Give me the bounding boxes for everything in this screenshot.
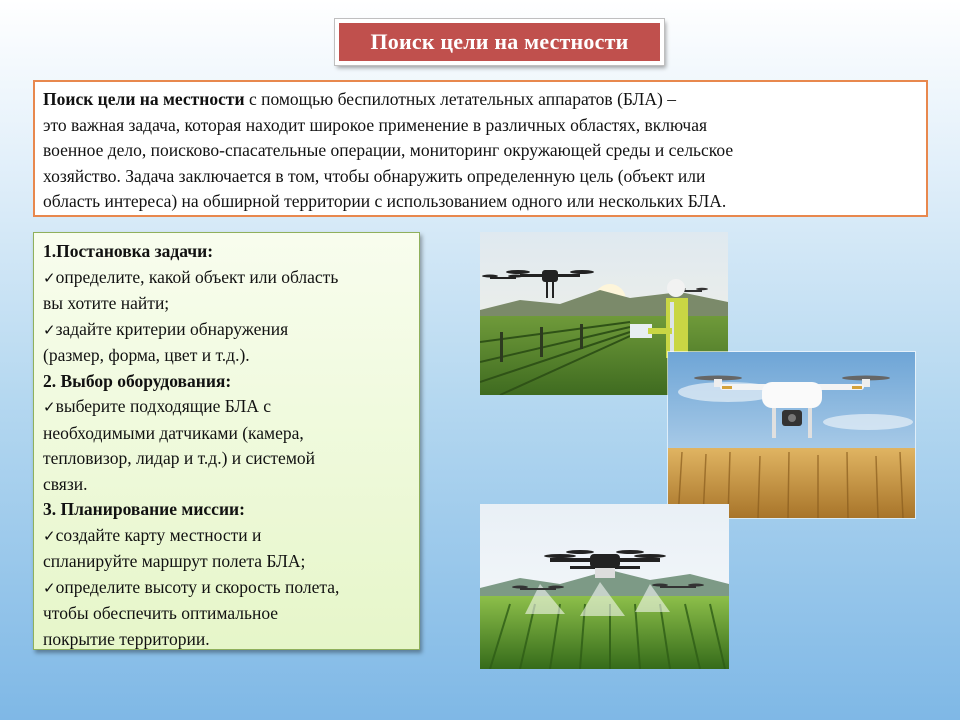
step-1-bullet-2-cont: (размер, форма, цвет и т.д.). <box>43 345 250 365</box>
check-icon: ✓ <box>43 578 56 597</box>
bullet-text: задайте критерии обнаружения <box>55 318 289 339</box>
photo-drones-corn-field <box>480 504 729 669</box>
step-2-title: 2. Выбор оборудования: <box>43 370 232 391</box>
intro-line-1-rest: с помощью беспилотных летательных аппаратов (БЛА) – <box>244 89 676 109</box>
intro-line-1 <box>43 87 918 113</box>
step-1-bullet-1-cont: вы хотите найти; <box>43 293 170 313</box>
check-icon: ✓ <box>43 268 56 287</box>
step-3-bullet-2-cont-1: чтобы обеспечить оптимальное <box>43 603 279 623</box>
step-2-bullet-1 <box>43 394 411 421</box>
photo-drone-wheat-field <box>668 352 915 518</box>
step-2-bullet-1-cont-3: связи. <box>43 473 88 494</box>
step-3-bullet-2-cont-2: покрытие территории. <box>43 628 210 649</box>
step-1-bullet-2 <box>43 317 411 344</box>
step-3-bullet-1 <box>43 523 411 550</box>
step-1-bullet-1 <box>43 265 411 292</box>
step-2-bullet-1-cont-2: тепловизор, лидар и т.д.) и системой <box>43 448 316 468</box>
intro-line-3: военное дело, поисково-спасательные операции, мониторинг окружающей среды и сельское <box>43 140 734 160</box>
steps-box <box>33 232 420 650</box>
step-1-title: 1.Постановка задачи: <box>43 241 214 261</box>
step-2-bullet-1-cont-1: необходимыми датчиками (камера, <box>43 422 304 443</box>
step-3-bullet-2 <box>43 575 411 602</box>
intro-line-5: область интереса) на обширной территории с использованием одного или нескольких БЛА. <box>43 191 727 211</box>
intro-bold-term: Поиск цели на местности <box>43 89 245 109</box>
intro-line-4: хозяйство. Задача заключается в том, чтобы обнаружить определенную цель (объект или <box>43 165 706 186</box>
slide-title: Поиск цели на местности <box>370 29 629 54</box>
check-icon: ✓ <box>43 320 56 339</box>
step-3-title: 3. Планирование миссии: <box>43 499 245 519</box>
bullet-text: создайте карту местности и <box>55 524 262 545</box>
slide-title-box <box>335 19 664 65</box>
bullet-text: выберите подходящие БЛА с <box>55 396 271 416</box>
check-icon: ✓ <box>43 398 56 416</box>
intro-line-2: это важная задача, которая находит широкое применение в различных областях, включая <box>43 114 708 135</box>
bullet-text: определите, какой объект или область <box>55 266 339 287</box>
bullet-text: определите высоту и скорость полета, <box>55 576 340 597</box>
intro-box <box>33 80 928 217</box>
check-icon: ✓ <box>43 526 56 545</box>
step-3-bullet-1-cont: спланируйте маршрут полета БЛА; <box>43 551 306 571</box>
